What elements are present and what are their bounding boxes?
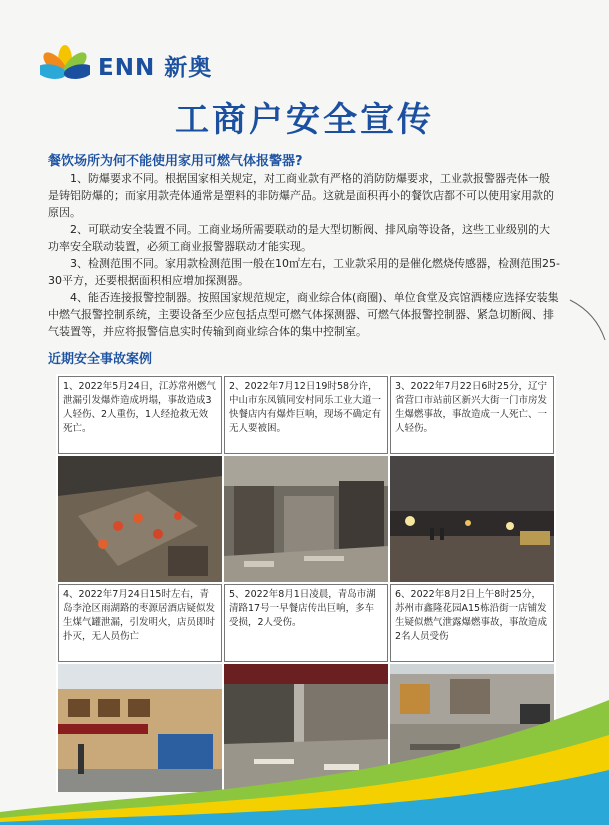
night-street-photo (390, 456, 554, 582)
case-text: 1、2022年5月24日，江苏常州燃气泄漏引发爆炸造成坍塌，事故造成3人轻伤、2人重伤，1人经抢救无效死亡。 (58, 376, 222, 454)
debris-street-photo (390, 664, 554, 792)
section-heading: 近期安全事故案例 (48, 352, 153, 367)
case-text: 2、2022年7月12日19时58分许，中山市东凤镇同安村同乐工业大道一快餐店内有爆炸巨响，现场不确定有无人要被困。 (224, 376, 388, 454)
brand-logo (40, 40, 212, 90)
case-text: 6、2022年8月2日上午8时25分，苏州市鑫隆花园A15栋沿街一店铺发生疑似燃气泄露爆燃事故，事故造成2名人员受伤 (390, 584, 554, 662)
restaurant-building-photo (58, 664, 222, 792)
accident-cases-grid (56, 374, 556, 792)
paragraph: 1、防爆要求不同。根据国家相关规定，对工商业款有严格的消防防爆要求，工业款报警器壳体一般是铸铝防爆的；而家用款壳体通常是塑料的非防爆产品。这就是面积再小的餐饮店都不可以使用家用款的原因。 (48, 172, 554, 219)
damaged-interior-photo (224, 456, 388, 582)
paragraph: 4、能否连接报警控制器。按照国家规范规定，商业综合体(商圈)、单位食堂及宾馆酒楼应选择安装集中燃气报警控制系统，主要设备至少应包括点型可燃气体探测器、可燃气体报警控制器、紧急切断阀、排气装置等，并应将报警信息实时传输到商业综合体的集中控制室。 (48, 291, 559, 338)
question-heading: 餐饮场所为何不能使用家用可燃气体报警器? (48, 154, 303, 169)
case-text: 3、2022年7月22日6时25分，辽宁省营口市站前区新兴大街一门市房发生爆燃事故，事故造成一人死亡、一人轻伤。 (390, 376, 554, 454)
rescue-scene-photo (58, 456, 222, 582)
page-title: 工商户安全宣传 (175, 100, 434, 140)
paragraph: 2、可联动安全装置不同。工商业场所需要联动的是大型切断阀、排风扇等设备，这些工业级别的大功率安全联动装置，必须工商业报警器联动才能实现。 (48, 223, 550, 253)
paragraph: 3、检测范围不同。家用款检测范围一般在10㎡左右，工业款采用的是催化燃烧传感器，检测范围25-30平方，还要根据面积相应增加探测器。 (48, 257, 560, 287)
case-text: 4、2022年7月24日15时左右，青岛李沧区雨湖路的枣源居酒店疑似发生煤气罐泄漏，引发明火，店员即时扑灭，无人员伤亡 (58, 584, 222, 662)
brand-name: ENN 新奥 (98, 54, 213, 81)
enn-flower-icon (40, 40, 90, 90)
case-text: 5、2022年8月1日凌晨，青岛市湖清路17号一早餐店传出巨响，多车受损，2人受伤。 (224, 584, 388, 662)
damaged-storefront-photo (224, 664, 388, 792)
explanation-body (48, 170, 560, 340)
